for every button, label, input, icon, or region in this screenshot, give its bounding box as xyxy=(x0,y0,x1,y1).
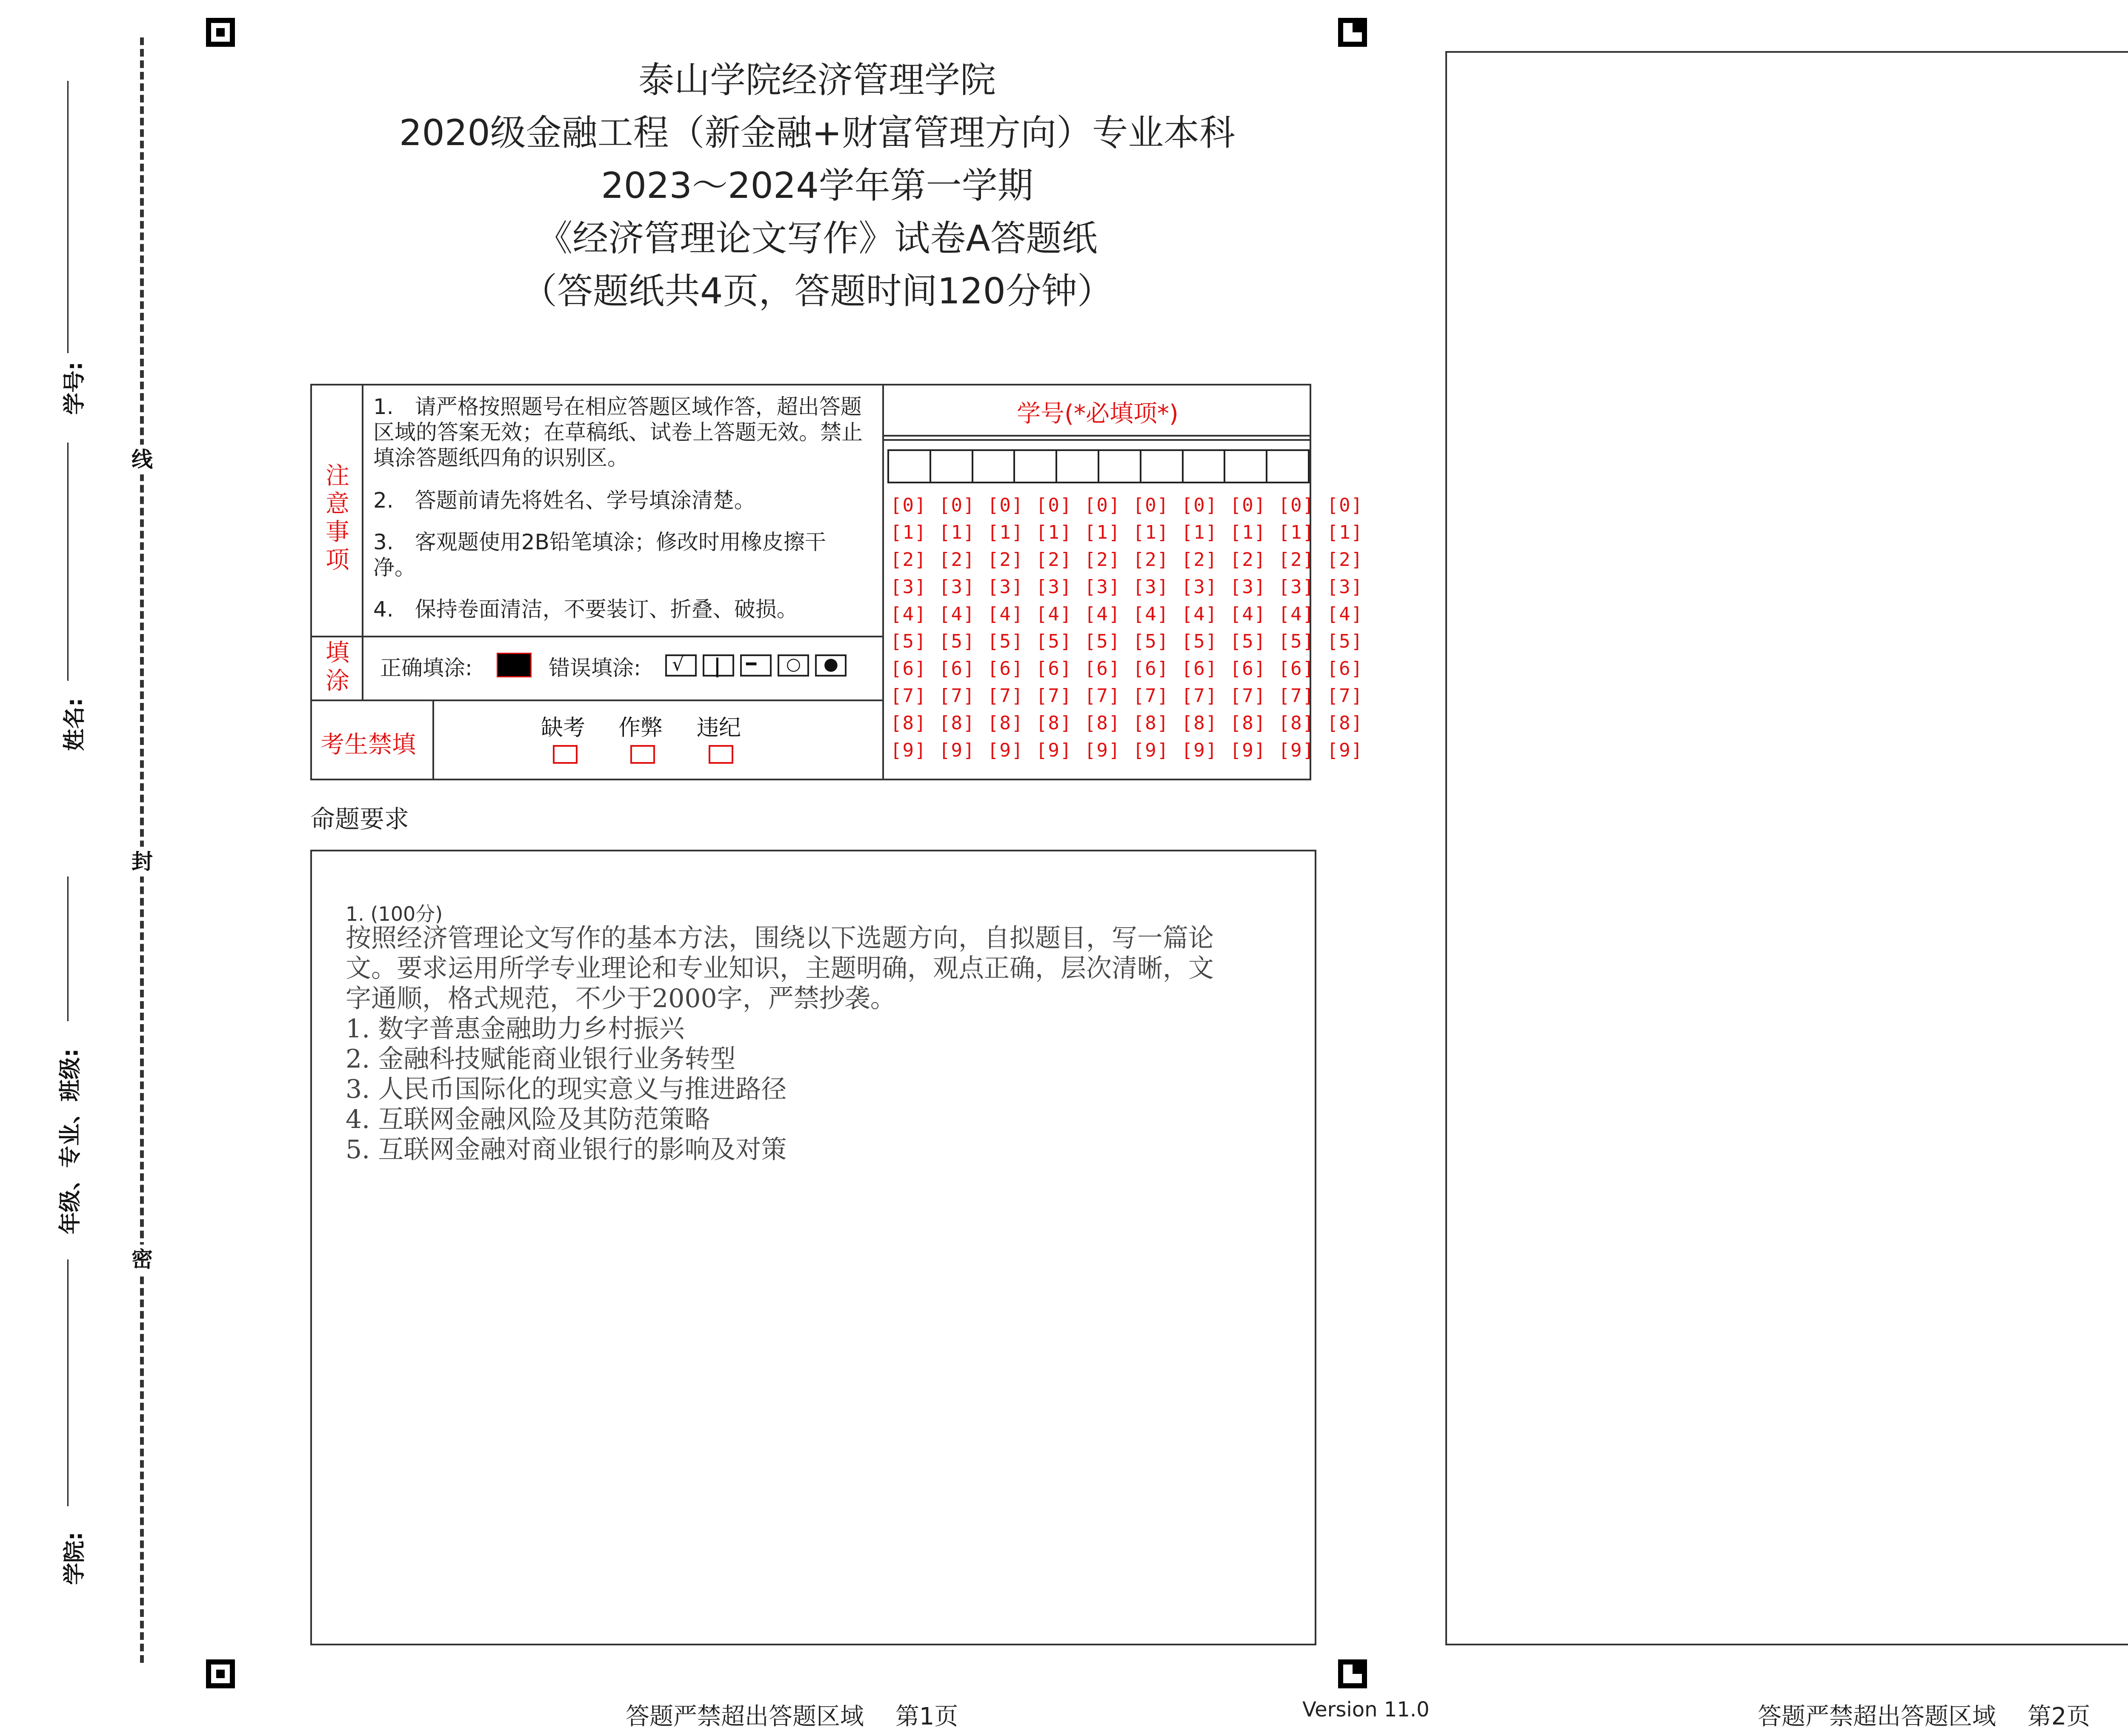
option-violation-box[interactable] xyxy=(709,745,733,764)
question-line-2: 文。要求运用所学专业理论和专业知识，主题明确，观点正确，层次清晰，文 xyxy=(346,954,1214,983)
id-bubble-row-2[interactable]: [2] [2] [2] [2] [2] [2] [2] [2] [2] [2] xyxy=(890,549,1364,571)
notice-item-2: 2. 答题前请先将姓名、学号填涂清楚。 xyxy=(373,488,755,513)
id-bubble-row-5[interactable]: [5] [5] [5] [5] [5] [5] [5] [5] [5] [5] xyxy=(890,631,1364,652)
id-bubble-row-6[interactable]: [6] [6] [6] [6] [6] [6] [6] [6] [6] [6] xyxy=(890,658,1364,680)
wrong-mark-check: √ xyxy=(665,654,697,677)
correct-fill-label: 正确填涂: xyxy=(380,656,472,680)
footer-page-1: 答题严禁超出答题区域 第1页 xyxy=(626,1703,958,1730)
option-absent-label: 缺考 xyxy=(541,715,586,741)
corner-marker-top-left xyxy=(206,18,235,47)
topic-2: 2. 金融科技赋能商业银行业务转型 xyxy=(346,1044,736,1074)
student-id-title: 学号(*必填项*) xyxy=(1017,400,1178,428)
seal-seal-char: 封 xyxy=(129,847,156,877)
notice-label-3: 事 xyxy=(326,518,349,546)
question-number: 1. (100分) xyxy=(346,902,443,925)
topic-4: 4. 互联网金融风险及其防范策略 xyxy=(346,1105,710,1134)
answer-area-page-2[interactable] xyxy=(1445,51,2128,1645)
option-cheat-box[interactable] xyxy=(630,745,655,764)
fill-label-1: 填 xyxy=(326,639,349,667)
id-bubble-row-4[interactable]: [4] [4] [4] [4] [4] [4] [4] [4] [4] [4] xyxy=(890,603,1364,625)
wrong-mark-dot: ● xyxy=(815,654,847,677)
id-write-line xyxy=(67,81,69,353)
footer-version: Version 11.0 xyxy=(1302,1698,1430,1722)
notice-item-4: 4. 保持卷面清洁，不要装订、折叠、破损。 xyxy=(373,597,798,622)
id-bubble-row-0[interactable]: [0] [0] [0] [0] [0] [0] [0] [0] [0] [0] xyxy=(890,494,1364,516)
fill-label-2: 涂 xyxy=(326,667,349,695)
student-id-write-boxes[interactable] xyxy=(887,449,1310,483)
forbidden-label: 考生禁填 xyxy=(320,731,416,759)
topic-1: 1. 数字普惠金融助力乡村振兴 xyxy=(346,1014,685,1044)
id-bubble-row-7[interactable]: [7] [7] [7] [7] [7] [7] [7] [7] [7] [7] xyxy=(890,685,1364,707)
college-label: 学院: xyxy=(62,1532,88,1585)
seal-secret-char: 密 xyxy=(129,1245,156,1274)
notice-item-1: 1. 请严格按照题号在相应答题区域作答，超出答题区域的答案无效；在草稿纸、试卷上答题无效。禁止填涂答题纸四角的识别区。 xyxy=(373,394,863,470)
header-school: 泰山学院经济管理学院 xyxy=(638,59,996,101)
footer-page-2: 答题严禁超出答题区域 第2页 xyxy=(1758,1703,2091,1730)
name-label: 姓名: xyxy=(62,698,88,751)
wrong-mark-bar: | xyxy=(703,654,734,677)
option-cheat-label: 作弊 xyxy=(618,715,663,741)
corner-marker-bottom-center xyxy=(1338,1659,1367,1688)
notice-label-4: 项 xyxy=(326,546,349,574)
id-bubble-row-1[interactable]: [1] [1] [1] [1] [1] [1] [1] [1] [1] [1] xyxy=(890,522,1364,543)
id-bubble-row-3[interactable]: [3] [3] [3] [3] [3] [3] [3] [3] [3] [3] xyxy=(890,576,1364,598)
header-term: 2023～2024学年第一学期 xyxy=(601,165,1033,206)
header-program: 2020级金融工程（新金融+财富管理方向）专业本科 xyxy=(399,112,1236,154)
student-id-label: 学号: xyxy=(62,362,88,415)
name-write-line xyxy=(67,443,69,681)
notice-label-1: 注 xyxy=(326,462,349,490)
correct-fill-sample xyxy=(497,653,532,677)
header-exam-info: （答题纸共4页，答题时间120分钟） xyxy=(521,270,1113,312)
corner-marker-bottom-left xyxy=(206,1659,235,1688)
wrong-mark-circle: ○ xyxy=(778,654,809,677)
option-violation-label: 违纪 xyxy=(697,715,741,741)
seal-line-char: 线 xyxy=(129,445,156,474)
id-bubble-row-8[interactable]: [8] [8] [8] [8] [8] [8] [8] [8] [8] [8] xyxy=(890,712,1364,734)
corner-marker-top-center xyxy=(1338,18,1367,47)
notice-label-2: 意 xyxy=(326,490,349,518)
id-bubble-row-9[interactable]: [9] [9] [9] [9] [9] [9] [9] [9] [9] [9] xyxy=(890,740,1364,761)
question-line-1: 按照经济管理论文写作的基本方法，围绕以下选题方向，自拟题目，写一篇论 xyxy=(346,923,1214,953)
topic-3: 3. 人民币国际化的现实意义与推进路径 xyxy=(346,1074,787,1104)
class-label: 年级、专业、班级: xyxy=(57,1048,83,1234)
wrong-mark-dash: ━ xyxy=(740,654,772,677)
header-exam-title: 《经济管理论文写作》试卷A答题纸 xyxy=(537,217,1098,259)
section-title: 命题要求 xyxy=(310,805,409,834)
notice-item-3: 3. 客观题使用2B铅笔填涂；修改时用橡皮擦干净。 xyxy=(373,530,826,580)
option-absent-box[interactable] xyxy=(553,745,578,764)
question-line-3: 字通顺，格式规范，不少于2000字，严禁抄袭。 xyxy=(346,984,896,1014)
topic-5: 5. 互联网金融对商业银行的影响及对策 xyxy=(346,1135,787,1165)
wrong-fill-label: 错误填涂: xyxy=(549,656,641,680)
